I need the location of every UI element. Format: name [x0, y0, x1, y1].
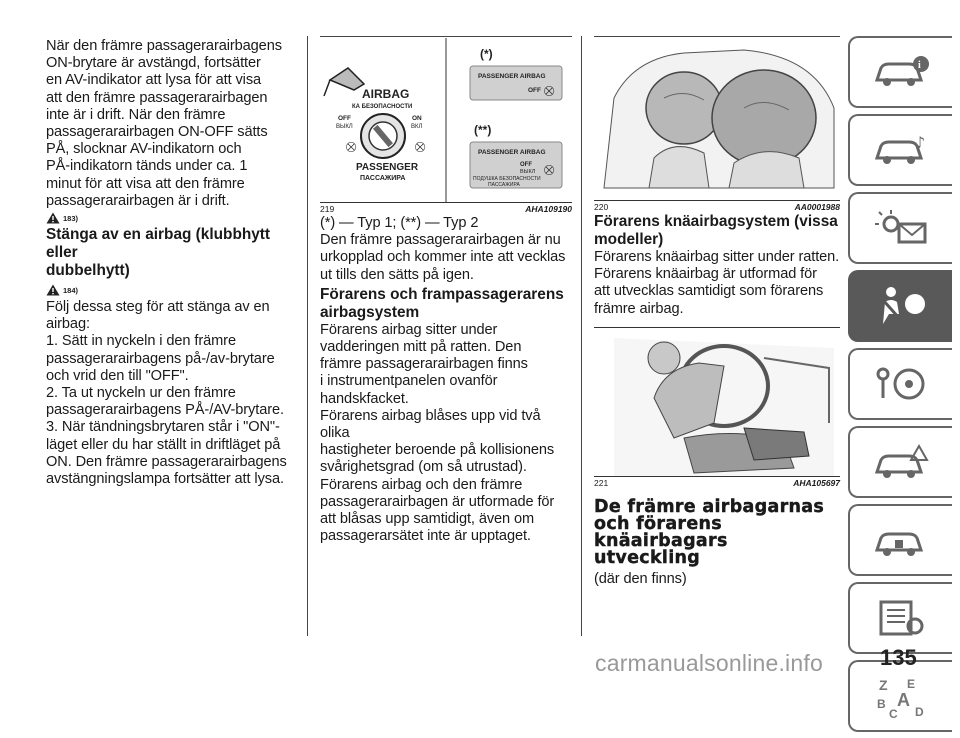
text-line: Förarens airbag blåses upp vid två olika	[320, 407, 541, 442]
text-line: avstängningslampa fortsätter att lysa.	[46, 471, 284, 488]
section-heading	[320, 286, 572, 322]
top-rule-col3	[594, 36, 840, 37]
heading-line: och förarens	[594, 513, 722, 534]
text-line: 3. När tändningsbrytaren står i "ON"-	[46, 419, 280, 436]
text-line: passagerarairbagens på-/av-brytare	[46, 350, 275, 367]
availability-note: (där den finns)	[594, 570, 687, 587]
text-line: Följ dessa steg för att stänga av en	[46, 299, 270, 316]
heading-line: dubbelhytt)	[46, 262, 130, 280]
text-line: att utvecklas samtidigt som förarens	[594, 283, 824, 300]
text-line: att den främre passagerarairbagen	[46, 89, 268, 106]
chapter-tabs	[848, 36, 952, 738]
lamp2-off: OFF	[520, 162, 532, 168]
text-line: i instrumentpanelen ovanför	[320, 373, 498, 390]
text-line: Förarens airbag sitter under	[320, 321, 498, 338]
key-switch	[324, 68, 426, 182]
text-line: 2. Ta ut nyckeln ur den främre	[46, 385, 236, 402]
svg-text:⛒: ⛒	[544, 86, 555, 97]
svg-text:⛒: ⛒	[346, 142, 357, 153]
text-line: urkopplad och kommer inte att vecklas	[320, 249, 566, 266]
svg-text:B: B	[877, 697, 886, 711]
key-steering-icon	[871, 364, 931, 404]
svg-text:C: C	[889, 707, 898, 718]
tab-roadside-emergency[interactable]	[848, 426, 952, 498]
text-line: PÅ-indikatorn tänds under ca. 1	[46, 158, 248, 175]
lamp1-off: OFF	[528, 87, 541, 94]
text-line: passagerarsätet inte är upptaget.	[320, 528, 531, 545]
figure-code: AA0001988	[794, 202, 840, 212]
svg-text:A: A	[897, 690, 910, 710]
text-line: Den främre passagerarairbagen är nu	[320, 232, 561, 249]
column-3	[594, 38, 840, 588]
svg-text:i: i	[918, 60, 921, 71]
text-line: främre airbag.	[594, 300, 684, 317]
driver-knee-airbag-illustration	[594, 328, 840, 476]
text-line: Förarens airbag och den främre	[320, 476, 523, 493]
figure-caption	[320, 203, 572, 215]
types-legend: (*) — Typ 1; (**) — Typ 2	[320, 215, 479, 231]
text-line: Förarens knäairbag sitter under ratten.	[594, 249, 840, 265]
svg-text:♪: ♪	[915, 133, 926, 152]
heading-line: modeller)	[594, 231, 664, 248]
text-line: 1. Sätt in nyckeln i den främre	[46, 333, 236, 350]
tab-car-lights[interactable]	[848, 114, 952, 186]
type1-mark: (*)	[480, 47, 493, 61]
text-line: att blåsas upp samtidigt, även om	[320, 511, 535, 528]
tab-warning-lights[interactable]	[848, 192, 952, 264]
warning-ref-183[interactable]	[46, 211, 296, 225]
deployment-heading	[594, 496, 840, 568]
column-divider-2	[581, 36, 582, 636]
text-line: vadderingen mitt på ratten. Den	[320, 339, 522, 356]
warning-ref-184[interactable]	[46, 283, 296, 297]
text-line: passagerarairbagen är i drift.	[46, 192, 230, 209]
figure-219	[320, 38, 572, 203]
heading-line: Stänga av en airbag (klubbhytt eller	[46, 226, 271, 262]
svg-text:D: D	[915, 705, 924, 718]
figure-caption	[594, 201, 840, 213]
svg-text:E: E	[907, 677, 916, 691]
index-icon	[871, 674, 931, 718]
watermark: carmanualsonline.info	[595, 650, 823, 676]
text-line: ut tills den sätts på igen.	[320, 266, 474, 283]
paragraph-airbag-system	[320, 322, 572, 546]
figure-221	[594, 327, 840, 477]
lamp2-ru2: ПАССАЖИРА	[488, 182, 520, 188]
warning-ref-label: 184)	[63, 285, 79, 295]
lamp2-label: PASSENGER AIRBAG	[478, 149, 546, 156]
svg-text:⛒: ⛒	[415, 142, 426, 153]
figure-number: 219	[320, 204, 335, 214]
warning-lights-icon	[871, 208, 931, 248]
text-line: svårighetsgrad (om så utrustad).	[320, 459, 527, 476]
car-info-icon	[871, 52, 931, 92]
tab-car-maintenance[interactable]	[848, 504, 952, 576]
tab-technical-data[interactable]	[848, 582, 952, 654]
figure-code: AHA105697	[793, 477, 840, 488]
svg-text:⛒: ⛒	[544, 165, 555, 176]
intro-paragraph	[46, 38, 296, 210]
text-line: airbag:	[46, 316, 90, 333]
section-heading	[46, 226, 296, 280]
heading-line: De främre airbagarnas	[594, 496, 825, 517]
roadside-emergency-icon	[871, 442, 931, 482]
page-number: 135	[880, 645, 917, 670]
paragraph-knee-airbag	[594, 249, 840, 318]
warning-triangle-icon	[46, 284, 60, 296]
paragraph-deactivated	[320, 232, 572, 284]
lamp2-off-ru: ВЫКЛ	[520, 169, 536, 175]
lamp1-label: PASSENGER AIRBAG	[478, 73, 546, 80]
switch-on-ru: ВКЛ	[411, 124, 423, 130]
switch-title: AIRBAG	[362, 87, 410, 101]
car-maintenance-icon	[871, 520, 931, 560]
technical-data-icon	[871, 598, 931, 638]
tab-key-steering[interactable]	[848, 348, 952, 420]
warning-triangle-icon	[46, 212, 60, 224]
warning-ref-label: 183)	[63, 213, 79, 223]
svg-text:Z: Z	[879, 677, 888, 693]
text-line: hastigheter beroende på kollisionens	[320, 442, 555, 459]
text-line: minut för att visa att den främre	[46, 175, 245, 192]
text-line: handskfacket.	[320, 390, 409, 407]
text-line: en AV-indikator att lysa för att visa	[46, 72, 262, 89]
inflated-airbags-illustration	[594, 38, 840, 200]
figure-220	[594, 38, 840, 201]
switch-off-label: OFF	[338, 115, 351, 122]
column-1	[46, 38, 296, 488]
text-line: och vrid den till "OFF".	[46, 367, 189, 384]
text-line: ON. Den främre passagerarairbagens	[46, 453, 287, 470]
heading-line: airbagsystem	[320, 303, 420, 321]
text-line: läget eller du har ställt in driftläget på	[46, 436, 281, 453]
type2-mark: (**)	[474, 123, 492, 137]
text-line: ON-brytare är avstängd, fortsätter	[46, 55, 261, 72]
text-line: PÅ, slocknar AV-indikatorn och	[46, 141, 242, 158]
heading-line: Förarens knäairbagsystem (vissa	[594, 213, 838, 230]
heading-line: Förarens och frampassagerarens	[320, 285, 564, 303]
switch-subtitle: КА БЕЗОПАСНОСТИ	[352, 104, 413, 110]
switch-passenger-label: PASSENGER	[356, 162, 419, 173]
switch-passenger-ru: ПАССАЖИРА	[360, 175, 406, 182]
text-line: När den främre passagerarairbagens	[46, 38, 282, 54]
heading-line: knäairbagars utveckling	[594, 530, 728, 568]
section-heading	[594, 213, 840, 249]
column-divider-1	[307, 36, 308, 636]
figure-number: 220	[594, 202, 609, 212]
switch-on-label: ON	[412, 115, 422, 122]
column-2	[320, 38, 572, 545]
figure-code: AHA109190	[525, 204, 572, 214]
text-line: passagerarairbagen är utformade för	[320, 493, 555, 510]
airbag-switch-illustration	[320, 38, 572, 202]
text-line: Förarens knäairbag är utformad för	[594, 266, 817, 283]
tab-car-info[interactable]	[848, 36, 952, 108]
text-line: främre passagerarairbagen finns	[320, 356, 528, 373]
text-line: passagerarairbagen ON-OFF sätts	[46, 124, 268, 141]
switch-off-ru: ВЫКЛ	[336, 124, 353, 130]
text-line: inte är i drift. När den främre	[46, 106, 226, 123]
top-rule-col2	[320, 36, 572, 37]
text-line: passagerarairbagens PÅ-/AV-brytare.	[46, 402, 284, 419]
lamp2-ru: ПОДУШКА БЕЗОПАСНОСТИ	[473, 176, 541, 182]
figure-number: 221	[594, 477, 609, 488]
figure-caption	[594, 477, 840, 489]
seatbelt-airbag-icon	[871, 284, 931, 328]
car-lights-icon	[871, 130, 931, 170]
steps-paragraph	[46, 299, 296, 488]
tab-seatbelt-airbag[interactable]	[848, 270, 952, 342]
